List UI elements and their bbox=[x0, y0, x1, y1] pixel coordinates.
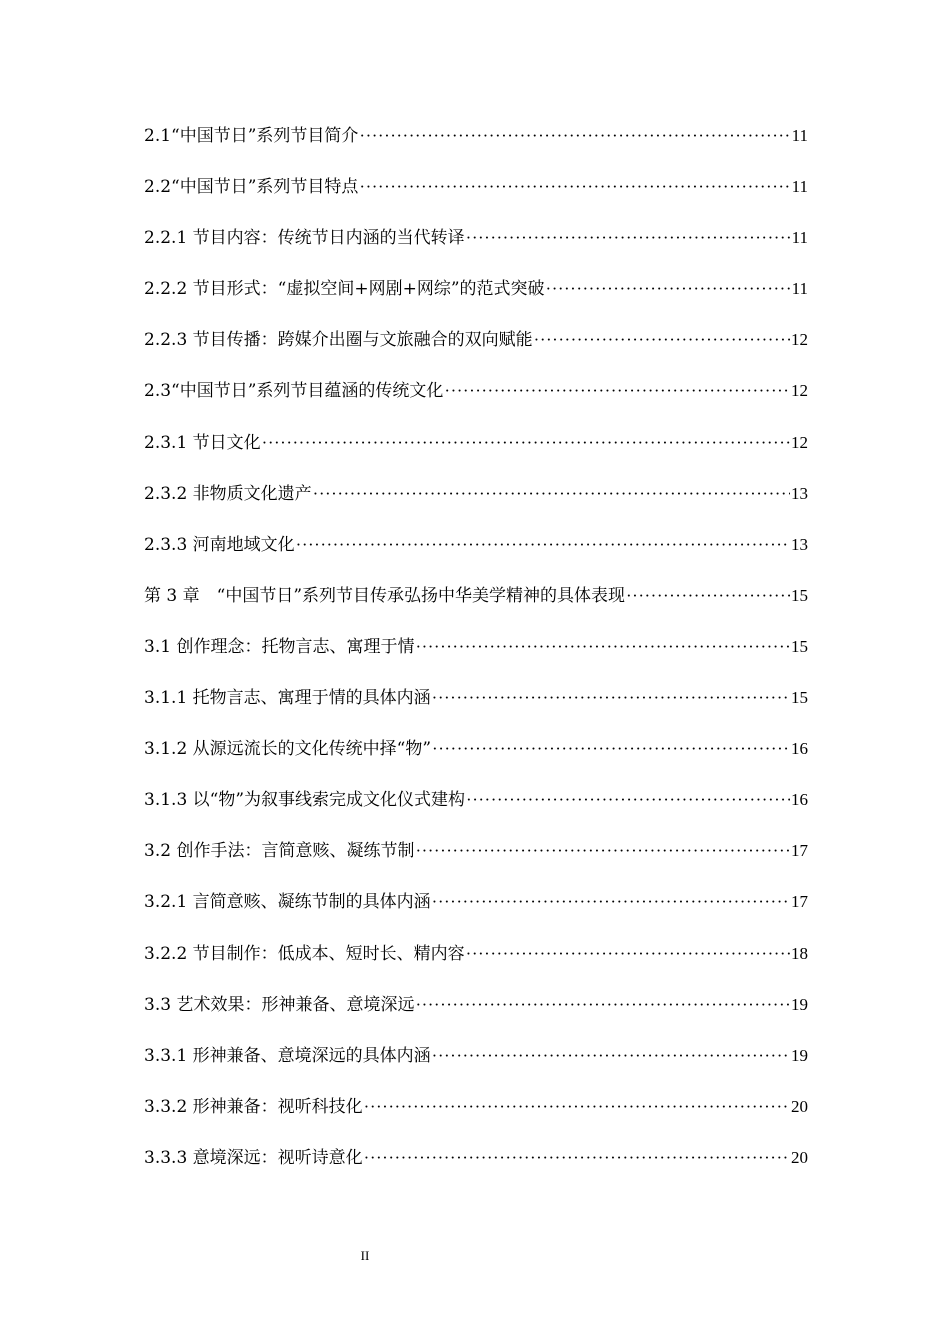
toc-entry[interactable] bbox=[144, 736, 808, 787]
toc-entry-page: 11 bbox=[791, 279, 808, 299]
toc-entry-page: 13 bbox=[791, 534, 808, 554]
toc-dot-leader bbox=[466, 225, 791, 251]
toc-dot-leader bbox=[626, 583, 790, 609]
toc-entry[interactable] bbox=[144, 481, 808, 532]
toc-dot-leader bbox=[359, 174, 790, 200]
toc-entry[interactable] bbox=[144, 1145, 808, 1196]
toc-entry-title: 3.3 艺术效果：形神兼备、意境深远 bbox=[144, 994, 415, 1015]
toc-dot-leader bbox=[432, 736, 790, 762]
toc-entry[interactable] bbox=[144, 634, 808, 685]
toc-entry-title: 2.3.3 河南地域文化 bbox=[144, 534, 295, 555]
toc-entry[interactable] bbox=[144, 174, 808, 225]
toc-dot-leader bbox=[262, 430, 790, 456]
toc-entry-page: 18 bbox=[791, 943, 808, 963]
toc-entry-title: 3.1.3 以“物”为叙事线索完成文化仪式建构 bbox=[144, 790, 466, 811]
toc-entry-page: 11 bbox=[791, 177, 808, 197]
toc-entry[interactable] bbox=[144, 276, 808, 327]
toc-entry-page: 12 bbox=[791, 381, 808, 401]
toc-dot-leader bbox=[296, 532, 790, 558]
toc-entry[interactable] bbox=[144, 787, 808, 838]
toc-dot-leader bbox=[364, 1145, 790, 1171]
toc-dot-leader bbox=[313, 481, 790, 507]
toc-entry-title: 3.1.2 从源远流长的文化传统中择“物” bbox=[144, 739, 432, 760]
toc-entry-title: 2.3.2 非物质文化遗产 bbox=[144, 483, 312, 504]
toc-entry-page: 19 bbox=[791, 1045, 808, 1065]
toc-entry-page: 15 bbox=[791, 688, 808, 708]
toc-dot-leader bbox=[359, 123, 790, 149]
toc-entry[interactable] bbox=[144, 532, 808, 583]
toc-entry-page: 11 bbox=[791, 228, 808, 248]
toc-entry[interactable] bbox=[144, 123, 808, 174]
toc-entry-chapter[interactable] bbox=[144, 583, 808, 634]
toc-entry-page: 13 bbox=[791, 483, 808, 503]
toc-entry-title: 2.3“中国节日”系列节目蕴涵的传统文化 bbox=[144, 381, 444, 402]
toc-dot-leader bbox=[444, 378, 790, 404]
toc-entry-title: 2.1“中国节日”系列节目简介 bbox=[144, 126, 359, 146]
toc-dot-leader bbox=[466, 787, 790, 813]
toc-entry-page: 16 bbox=[791, 790, 808, 810]
toc-entry-title: 2.2.1 节目内容：传统节日内涵的当代转译 bbox=[144, 228, 465, 249]
toc-entry[interactable] bbox=[144, 1094, 808, 1145]
toc-dot-leader bbox=[466, 941, 790, 967]
toc-dot-leader bbox=[432, 685, 790, 711]
toc-dot-leader bbox=[415, 992, 790, 1018]
toc-entry[interactable] bbox=[144, 225, 808, 276]
toc-dot-leader bbox=[432, 1043, 790, 1069]
toc-entry-title: 2.2.2 节目形式：“虚拟空间+网剧+网综”的范式突破 bbox=[144, 279, 545, 300]
toc-entry-title: 2.2.3 节目传播：跨媒介出圈与文旅融合的双向赋能 bbox=[144, 330, 533, 351]
toc-entry-title: 3.1.1 托物言志、寓理于情的具体内涵 bbox=[144, 688, 431, 709]
toc-entry-title: 3.2 创作手法：言简意赅、凝练节制 bbox=[144, 841, 415, 862]
table-of-contents bbox=[144, 123, 808, 1196]
toc-entry-page: 16 bbox=[791, 739, 808, 759]
toc-entry[interactable] bbox=[144, 685, 808, 736]
toc-entry-title: 3.1 创作理念：托物言志、寓理于情 bbox=[144, 636, 415, 657]
toc-dot-leader bbox=[432, 889, 790, 915]
page-number: II bbox=[360, 1248, 370, 1263]
toc-entry-page: 20 bbox=[791, 1096, 808, 1116]
toc-entry-title: 3.3.3 意境深远：视听诗意化 bbox=[144, 1147, 363, 1168]
toc-entry-page: 17 bbox=[791, 841, 808, 861]
toc-entry-title: 第 3 章 “中国节日”系列节目传承弘扬中华美学精神的具体表现 bbox=[144, 585, 626, 606]
toc-entry[interactable] bbox=[144, 327, 808, 378]
toc-entry[interactable] bbox=[144, 941, 808, 992]
toc-entry[interactable] bbox=[144, 430, 808, 481]
toc-entry[interactable] bbox=[144, 378, 808, 429]
toc-entry-title: 3.3.1 形神兼备、意境深远的具体内涵 bbox=[144, 1045, 431, 1066]
toc-entry[interactable] bbox=[144, 1043, 808, 1094]
toc-entry-page: 15 bbox=[791, 636, 808, 656]
toc-entry-page: 15 bbox=[791, 585, 808, 605]
toc-entry-page: 12 bbox=[791, 330, 808, 350]
toc-entry-title: 2.3.1 节日文化 bbox=[144, 432, 261, 453]
toc-entry[interactable] bbox=[144, 992, 808, 1043]
toc-dot-leader bbox=[546, 276, 791, 302]
toc-entry-title: 3.2.1 言简意赅、凝练节制的具体内涵 bbox=[144, 892, 431, 913]
toc-entry[interactable] bbox=[144, 889, 808, 940]
toc-entry-title: 2.2“中国节日”系列节目特点 bbox=[144, 177, 359, 198]
toc-entry-page: 12 bbox=[791, 432, 808, 452]
toc-entry-title: 3.2.2 节目制作：低成本、短时长、精内容 bbox=[144, 943, 465, 964]
toc-entry-title: 3.3.2 形神兼备：视听科技化 bbox=[144, 1096, 363, 1117]
toc-entry[interactable] bbox=[144, 838, 808, 889]
toc-entry-page: 17 bbox=[791, 892, 808, 912]
toc-dot-leader bbox=[415, 838, 790, 864]
toc-entry-page: 20 bbox=[791, 1147, 808, 1167]
toc-dot-leader bbox=[534, 327, 790, 353]
toc-dot-leader bbox=[415, 634, 790, 660]
toc-entry-page: 19 bbox=[791, 994, 808, 1014]
toc-dot-leader bbox=[364, 1094, 790, 1120]
toc-entry-page: 11 bbox=[791, 126, 808, 145]
